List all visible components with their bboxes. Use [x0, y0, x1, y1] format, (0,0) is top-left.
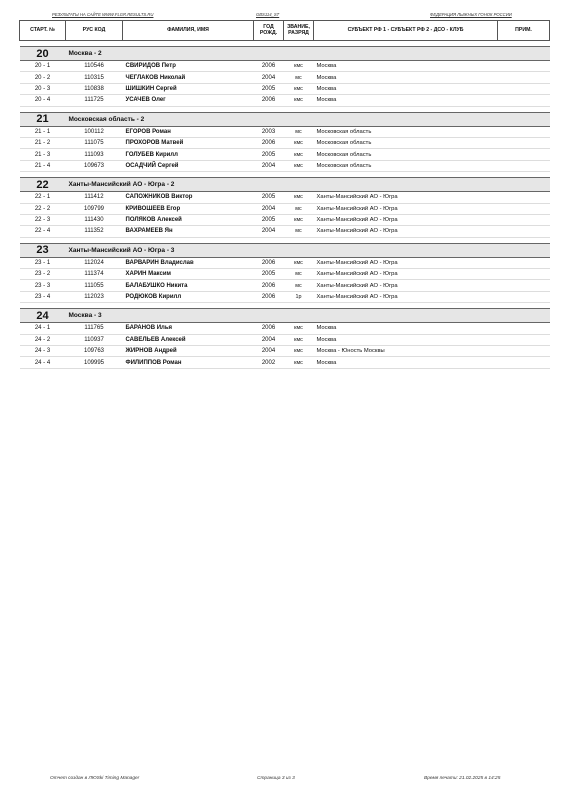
athlete-row [20, 83, 550, 94]
athlete-name: СВИРИДОВ Петр [123, 61, 254, 72]
athlete-note [498, 149, 550, 160]
team-name: Москва - 3 [66, 309, 550, 323]
top-header-center: GBS114_ST [256, 12, 280, 17]
athlete-name: ШИШКИН Сергей [123, 83, 254, 94]
athlete-rus-code: 109673 [66, 160, 123, 171]
athlete-name: ВАРВАРИН Владислав [123, 257, 254, 268]
athlete-rank: мс [284, 203, 314, 214]
team-name: Москва - 2 [66, 47, 550, 61]
athlete-birth-year: 2004 [254, 203, 284, 214]
table-header [20, 21, 550, 41]
athlete-rank: мс [284, 280, 314, 291]
athlete-rus-code: 111055 [66, 280, 123, 291]
athlete-rank: кмс [284, 346, 314, 357]
athlete-row [20, 61, 550, 72]
col-birth-year-line1: ГОД [263, 23, 274, 30]
footer-left: Отчет создан в ЛЮSki Timing Manager [50, 776, 140, 781]
athlete-note [498, 257, 550, 268]
athlete-rank: мс [284, 226, 314, 237]
athlete-note [498, 346, 550, 357]
athlete-name: ПРОХОРОВ Матвей [123, 137, 254, 148]
athlete-birth-year: 2005 [254, 269, 284, 280]
team-number: 20 [20, 47, 66, 61]
athlete-row [20, 126, 550, 137]
athlete-note [498, 95, 550, 106]
athlete-start-number: 20 - 3 [20, 83, 66, 94]
athlete-region: Ханты-Мансийский АО - Югра [314, 291, 498, 302]
athlete-name: ХАРИН Максим [123, 269, 254, 280]
athlete-row [20, 346, 550, 357]
athlete-rank: кмс [284, 334, 314, 345]
athlete-start-number: 24 - 1 [20, 323, 66, 334]
athlete-birth-year: 2005 [254, 149, 284, 160]
athlete-birth-year: 2003 [254, 126, 284, 137]
col-note: ПРИМ. [498, 21, 550, 41]
athlete-row [20, 291, 550, 302]
athlete-rus-code: 111075 [66, 137, 123, 148]
athlete-note [498, 334, 550, 345]
athlete-note [498, 269, 550, 280]
athlete-region: Москва [314, 83, 498, 94]
athlete-region: Ханты-Мансийский АО - Югра [314, 203, 498, 214]
athlete-region: Москва [314, 357, 498, 368]
athlete-birth-year: 2002 [254, 357, 284, 368]
athlete-name: ЧЕГЛАКОВ Николай [123, 72, 254, 83]
team-name: Ханты-Мансийский АО - Югра - 2 [66, 178, 550, 192]
athlete-name: ЖИРНОВ Андрей [123, 346, 254, 357]
athlete-name: САВЕЛЬЕВ Алексей [123, 334, 254, 345]
athlete-rank: кмс [284, 149, 314, 160]
athlete-name: РОДЮКОВ Кирилл [123, 291, 254, 302]
athlete-start-number: 24 - 3 [20, 346, 66, 357]
athlete-rank: кмс [284, 192, 314, 203]
team-number: 24 [20, 309, 66, 323]
athlete-birth-year: 2004 [254, 72, 284, 83]
team-name: Московская область - 2 [66, 112, 550, 126]
athlete-start-number: 21 - 1 [20, 126, 66, 137]
athlete-region: Ханты-Мансийский АО - Югра [314, 192, 498, 203]
athlete-note [498, 280, 550, 291]
col-rank-line1: ЗВАНИЕ, [287, 23, 310, 30]
athlete-start-number: 22 - 2 [20, 203, 66, 214]
athlete-rus-code: 111430 [66, 214, 123, 225]
col-rank-line2: РАЗРЯД [288, 29, 309, 36]
athlete-birth-year: 2005 [254, 214, 284, 225]
athlete-note [498, 61, 550, 72]
top-header-left: РЕЗУЛЬТАТЫ НА САЙТЕ WWW.FLGR.RESULTS.RU [52, 12, 154, 17]
athlete-birth-year: 2004 [254, 226, 284, 237]
athlete-rus-code: 111352 [66, 226, 123, 237]
athlete-name: УСАЧЕВ Олег [123, 95, 254, 106]
athlete-region: Ханты-Мансийский АО - Югра [314, 280, 498, 291]
athlete-region: Московская область [314, 137, 498, 148]
athlete-note [498, 126, 550, 137]
athlete-note [498, 137, 550, 148]
athlete-rus-code: 109763 [66, 346, 123, 357]
athlete-birth-year: 2006 [254, 95, 284, 106]
athlete-rus-code: 111765 [66, 323, 123, 334]
athlete-name: САПОЖНИКОВ Виктор [123, 192, 254, 203]
athlete-birth-year: 2006 [254, 280, 284, 291]
col-region: СУБЪЕКТ РФ 1 - СУБЪЕКТ РФ 2 - ДСО - КЛУБ [314, 21, 498, 41]
athlete-rus-code: 111093 [66, 149, 123, 160]
athlete-rus-code: 110315 [66, 72, 123, 83]
athlete-start-number: 21 - 3 [20, 149, 66, 160]
athlete-row [20, 160, 550, 171]
athlete-start-number: 23 - 3 [20, 280, 66, 291]
athlete-row [20, 72, 550, 83]
athlete-row [20, 323, 550, 334]
athlete-name: БАЛАБУШКО Никита [123, 280, 254, 291]
athlete-rus-code: 112024 [66, 257, 123, 268]
athlete-rank: кмс [284, 83, 314, 94]
athlete-birth-year: 2005 [254, 192, 284, 203]
athlete-name: ВАХРАМЕЕВ Ян [123, 226, 254, 237]
athlete-rus-code: 111374 [66, 269, 123, 280]
athlete-start-number: 23 - 2 [20, 269, 66, 280]
athlete-rank: кмс [284, 214, 314, 225]
athlete-region: Москва [314, 334, 498, 345]
col-rank [284, 21, 314, 41]
athlete-start-number: 24 - 4 [20, 357, 66, 368]
athlete-note [498, 214, 550, 225]
athlete-note [498, 160, 550, 171]
col-birth-year [254, 21, 284, 41]
athlete-region: Москва [314, 323, 498, 334]
athlete-rus-code: 111412 [66, 192, 123, 203]
athlete-row [20, 226, 550, 237]
team-header-row [20, 309, 550, 323]
col-birth-year-line2: РОЖД. [259, 29, 278, 36]
team-number: 23 [20, 243, 66, 257]
col-rus-code: РУС КОД [66, 21, 123, 41]
athlete-region: Ханты-Мансийский АО - Югра [314, 269, 498, 280]
athlete-rus-code: 112023 [66, 291, 123, 302]
athlete-row [20, 280, 550, 291]
team-header-row [20, 243, 550, 257]
team-header-row [20, 112, 550, 126]
athlete-row [20, 334, 550, 345]
athlete-start-number: 23 - 4 [20, 291, 66, 302]
athlete-rank: кмс [284, 357, 314, 368]
athlete-region: Москва [314, 95, 498, 106]
athlete-birth-year: 2006 [254, 257, 284, 268]
athlete-start-number: 24 - 2 [20, 334, 66, 345]
athlete-start-number: 22 - 4 [20, 226, 66, 237]
athlete-name: ПОЛЯКОВ Алексей [123, 214, 254, 225]
athlete-name: ФИЛИППОВ Роман [123, 357, 254, 368]
athlete-rus-code: 110937 [66, 334, 123, 345]
footer-page-number: Страница 3 из 3 [257, 776, 295, 781]
athlete-region: Москва [314, 61, 498, 72]
athlete-start-number: 22 - 1 [20, 192, 66, 203]
col-name: ФАМИЛИЯ, ИМЯ [123, 21, 254, 41]
athlete-rus-code: 109799 [66, 203, 123, 214]
athlete-birth-year: 2004 [254, 334, 284, 345]
athlete-note [498, 291, 550, 302]
athlete-rank: мс [284, 126, 314, 137]
athlete-name: КРИВОШЕЕВ Егор [123, 203, 254, 214]
athlete-row [20, 192, 550, 203]
athlete-note [498, 192, 550, 203]
athlete-region: Московская область [314, 160, 498, 171]
athlete-note [498, 72, 550, 83]
athlete-name: ОСАДЧИЙ Сергей [123, 160, 254, 171]
athlete-region: Москва [314, 72, 498, 83]
athlete-row [20, 95, 550, 106]
athlete-start-number: 23 - 1 [20, 257, 66, 268]
athlete-rus-code: 109995 [66, 357, 123, 368]
athlete-rank: кмс [284, 257, 314, 268]
athlete-start-number: 20 - 1 [20, 61, 66, 72]
athlete-birth-year: 2006 [254, 61, 284, 72]
athlete-name: БАРАНОВ Илья [123, 323, 254, 334]
athlete-row [20, 269, 550, 280]
athlete-birth-year: 2005 [254, 83, 284, 94]
top-header-right: ФЕДЕРАЦИЯ ЛЫЖНЫХ ГОНОК РОССИИ [430, 12, 512, 17]
athlete-row [20, 214, 550, 225]
athlete-region: Москва - Юность Москвы [314, 346, 498, 357]
athlete-birth-year: 2006 [254, 323, 284, 334]
athlete-rank: кмс [284, 61, 314, 72]
athlete-row [20, 203, 550, 214]
team-header-row [20, 178, 550, 192]
athlete-start-number: 22 - 3 [20, 214, 66, 225]
team-header-row [20, 47, 550, 61]
athlete-region: Ханты-Мансийский АО - Югра [314, 226, 498, 237]
athlete-region: Московская область [314, 149, 498, 160]
athlete-rank: кмс [284, 160, 314, 171]
athlete-note [498, 357, 550, 368]
footer-print-time: Время печати: 21.02.2025 в 14:25 [424, 776, 501, 781]
athlete-rus-code: 100112 [66, 126, 123, 137]
athlete-row [20, 257, 550, 268]
athlete-note [498, 226, 550, 237]
athlete-birth-year: 2004 [254, 160, 284, 171]
athlete-start-number: 21 - 4 [20, 160, 66, 171]
col-start-number: СТАРТ. № [20, 21, 66, 41]
athlete-rank: 1р [284, 291, 314, 302]
athlete-name: ЕГОРОВ Роман [123, 126, 254, 137]
athlete-note [498, 323, 550, 334]
athlete-region: Ханты-Мансийский АО - Югра [314, 214, 498, 225]
team-number: 21 [20, 112, 66, 126]
athlete-region: Московская область [314, 126, 498, 137]
athlete-rank: кмс [284, 323, 314, 334]
athlete-start-number: 20 - 2 [20, 72, 66, 83]
athlete-birth-year: 2006 [254, 137, 284, 148]
team-number: 22 [20, 178, 66, 192]
athlete-start-number: 21 - 2 [20, 137, 66, 148]
athlete-rank: мс [284, 72, 314, 83]
team-name: Ханты-Мансийский АО - Югра - 3 [66, 243, 550, 257]
athlete-birth-year: 2004 [254, 346, 284, 357]
start-list-table [19, 20, 550, 369]
athlete-rank: кмс [284, 95, 314, 106]
athlete-rank: мс [284, 269, 314, 280]
athlete-rus-code: 110546 [66, 61, 123, 72]
athlete-row [20, 357, 550, 368]
athlete-name: ГОЛУБЕВ Кирилл [123, 149, 254, 160]
athlete-rus-code: 110838 [66, 83, 123, 94]
athlete-note [498, 203, 550, 214]
athlete-start-number: 20 - 4 [20, 95, 66, 106]
athlete-row [20, 149, 550, 160]
athlete-row [20, 137, 550, 148]
athlete-rank: кмс [284, 137, 314, 148]
athlete-region: Ханты-Мансийский АО - Югра [314, 257, 498, 268]
athlete-birth-year: 2006 [254, 291, 284, 302]
athlete-rus-code: 111725 [66, 95, 123, 106]
athlete-note [498, 83, 550, 94]
